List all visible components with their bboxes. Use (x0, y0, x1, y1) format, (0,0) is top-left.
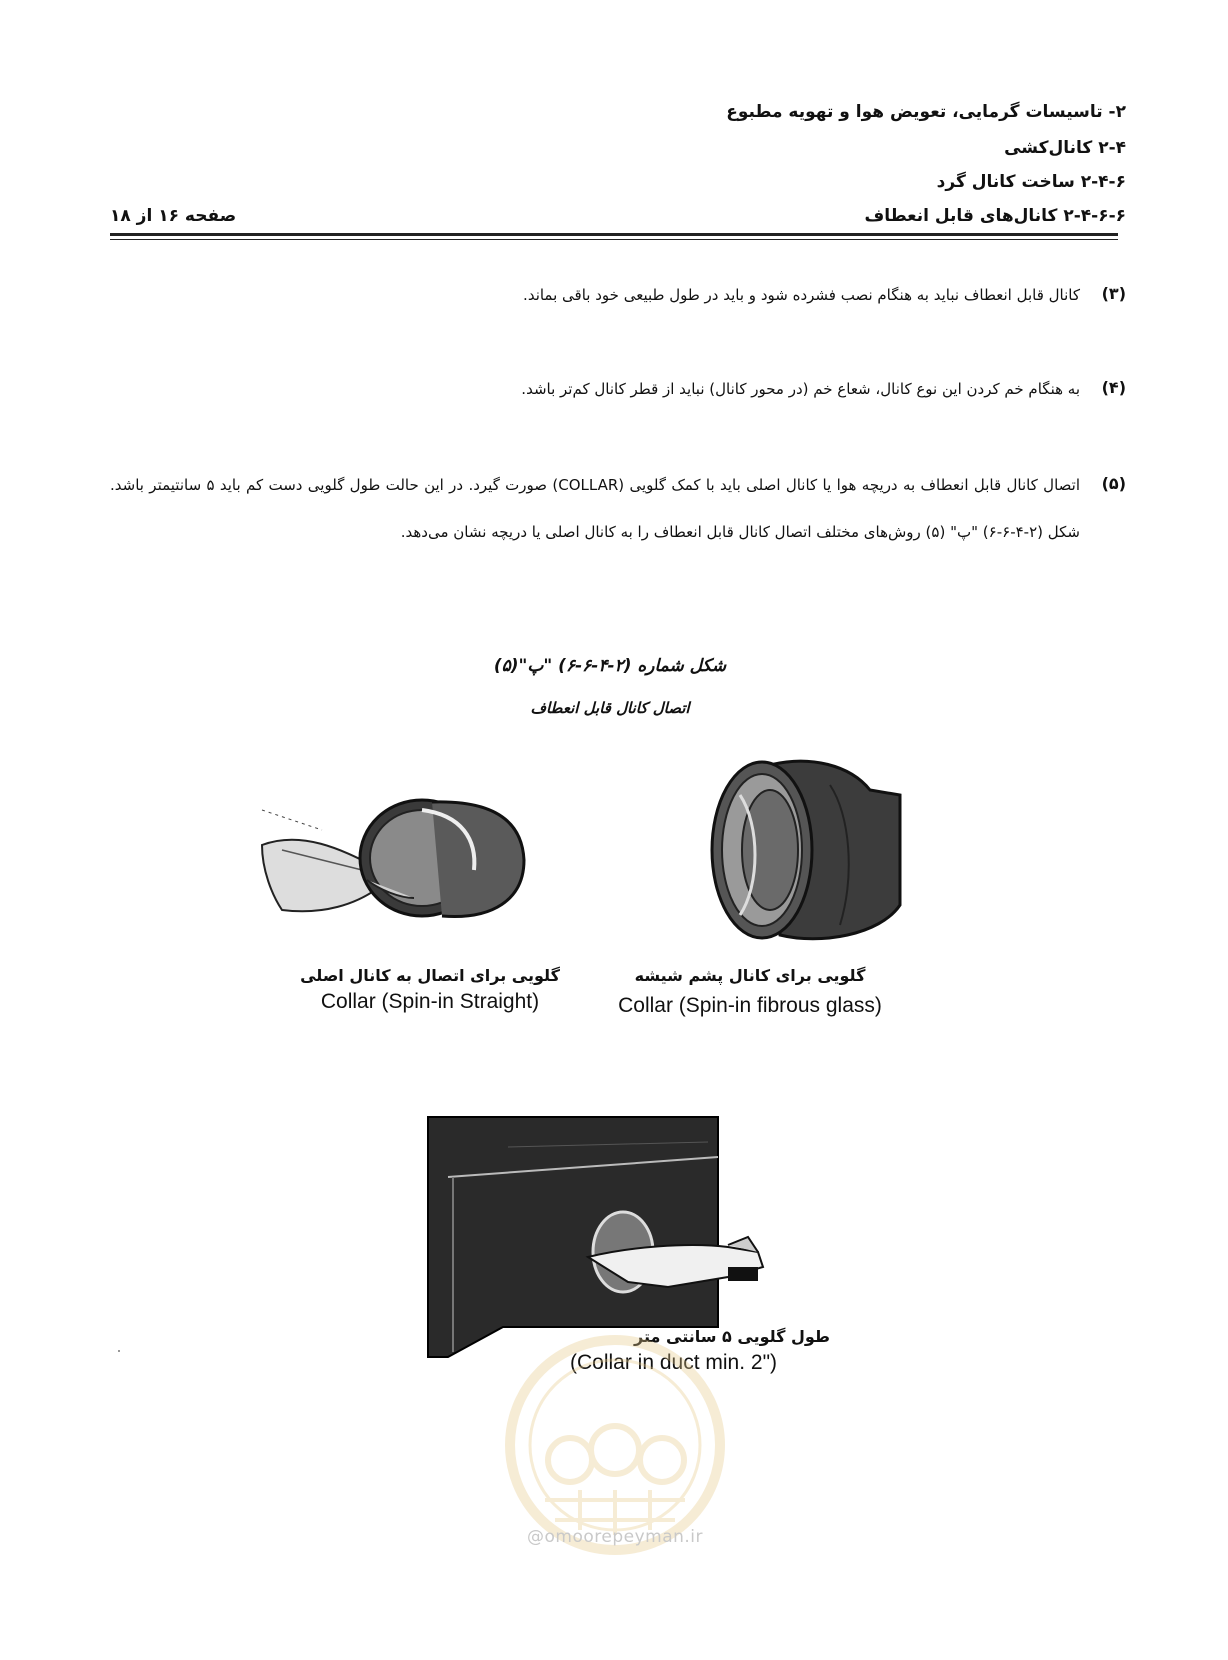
header-topic-title: ۲-۴-۶-۶ کانال‌های قابل انعطاف (864, 206, 1126, 226)
left-figure-caption-fa: گلویی برای اتصال به کانال اصلی (300, 966, 560, 985)
paragraph-number: (۵) (1101, 474, 1126, 493)
header-divider (110, 233, 1118, 236)
paragraph-number: (۴) (1101, 378, 1126, 397)
collar-in-duct-illustration (428, 1117, 788, 1357)
header-section-title: ۲- تاسیسات گرمایی، تعویض هوا و تهویه مطبوع (726, 102, 1126, 122)
bottom-figure-caption-en: (Collar in duct min. 2") (570, 1351, 778, 1374)
right-figure-caption-fa: گلویی برای کانال پشم شیشه (634, 966, 866, 985)
spin-in-straight-collar-illustration (262, 790, 552, 940)
paragraph-text: کانال قابل انعطاف نباید به هنگام نصب فشرده شود و باید در طول طبیعی خود باقی بماند. (523, 286, 1080, 304)
left-figure-caption-en: Collar (Spin-in Straight) (320, 990, 540, 1013)
header-divider-thin (110, 239, 1118, 240)
spin-in-fibrous-glass-collar-illustration (700, 755, 900, 955)
figure-title: شکل شماره (۲-۴-۶-۶) "پ"(۵) (493, 656, 727, 676)
paragraph-number: (۳) (1101, 284, 1126, 303)
watermark-seal-icon (500, 1330, 730, 1560)
right-figure-caption-en: Collar (Spin-in fibrous glass) (618, 994, 882, 1017)
page-number: صفحه ۱۶ از ۱۸ (110, 206, 237, 226)
figure-subtitle: اتصال کانال قابل انعطاف (530, 699, 690, 717)
header-subsection-title: ۲-۴ کانال‌کشی (1004, 138, 1126, 158)
bottom-figure-caption-fa: طول گلویی ۵ سانتی متر (634, 1327, 830, 1346)
scan-speck (118, 1350, 120, 1352)
paragraph-text: به هنگام خم کردن این نوع کانال، شعاع خم (در محور کانال) نباید از قطر کانال کم‌تر باشد. (521, 380, 1080, 398)
paragraph-text: اتصال کانال قابل انعطاف به دریچه هوا یا کانال اصلی باید با کمک گلویی (COLLAR) صورت گیرد. در این حالت طول گلویی دست کم باید ۵ سانتیمتر باشد. شکل (۲-۴-۶-۶) "پ" (۵) روش‌های مختلف اتصال کانال قابل انعطاف را به کانال اصلی یا دریچه نشان می‌دهد. (110, 476, 1080, 541)
watermark-text: @omoorepeyman.ir (526, 1527, 704, 1547)
header-subsubsection-title: ۲-۴-۶ ساخت کانال گرد (936, 172, 1126, 192)
